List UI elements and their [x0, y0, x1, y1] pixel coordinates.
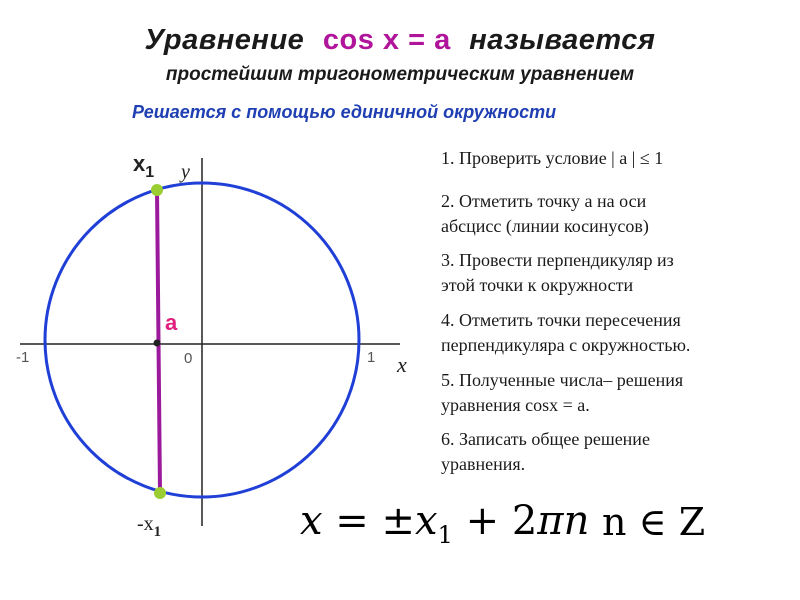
point-a-marker [154, 340, 161, 347]
step-1: 1. Проверить условие | a | ≤ 1 [441, 148, 664, 168]
intersection-point-top [151, 184, 163, 196]
formula-lhs: x [300, 498, 323, 544]
general-solution-formula [300, 498, 589, 549]
title-word-called: называется [469, 24, 656, 56]
step-2-line-2: абсцисс (линии косинусов) [441, 216, 649, 236]
formula-pi-n: πn [537, 498, 590, 544]
formula-eq: = ± [322, 498, 416, 544]
point-a-label: a [165, 310, 178, 335]
x1-label: $x_1$ [133, 151, 155, 181]
formula-integer-set: n ∈ Z [602, 500, 706, 544]
minus-one-label: -1 [16, 349, 30, 366]
step-3-line-1: 3. Провести перпендикуляр из [441, 250, 674, 270]
step-4-line-2: перпендикуляра с окружностью. [441, 335, 691, 355]
x-axis-label: x [397, 352, 407, 377]
subtitle: Решается с помощью единичной окружности [132, 102, 557, 122]
title-line-2: простейшим тригонометрическим уравнением [165, 64, 635, 85]
step-2-line-1: 2. Отметить точку a на оси [441, 191, 647, 211]
step-5-line-2: уравнения cosx = a. [441, 395, 590, 415]
formula-x: x [415, 498, 438, 544]
minus-x1-label: $-x_1$ [137, 513, 162, 540]
title-word-equation: Уравнение [144, 24, 305, 56]
formula-sub: 1 [437, 521, 453, 549]
step-3-line-2: этой точки к окружности [441, 275, 634, 295]
formula-plus: + 2 [452, 498, 538, 544]
step-6-line-1: 6. Записать общее решение [441, 429, 650, 449]
title-equation: cos x = a [322, 24, 451, 56]
origin-label: 0 [184, 350, 193, 367]
one-label: 1 [367, 349, 376, 366]
step-4-line-1: 4. Отметить точки пересечения [441, 310, 681, 330]
intersection-point-bottom [154, 487, 166, 499]
y-axis-label: y [181, 161, 190, 183]
step-5-line-1: 5. Полученные числа– решения [441, 370, 684, 390]
step-6-line-2: уравнения. [441, 454, 526, 474]
